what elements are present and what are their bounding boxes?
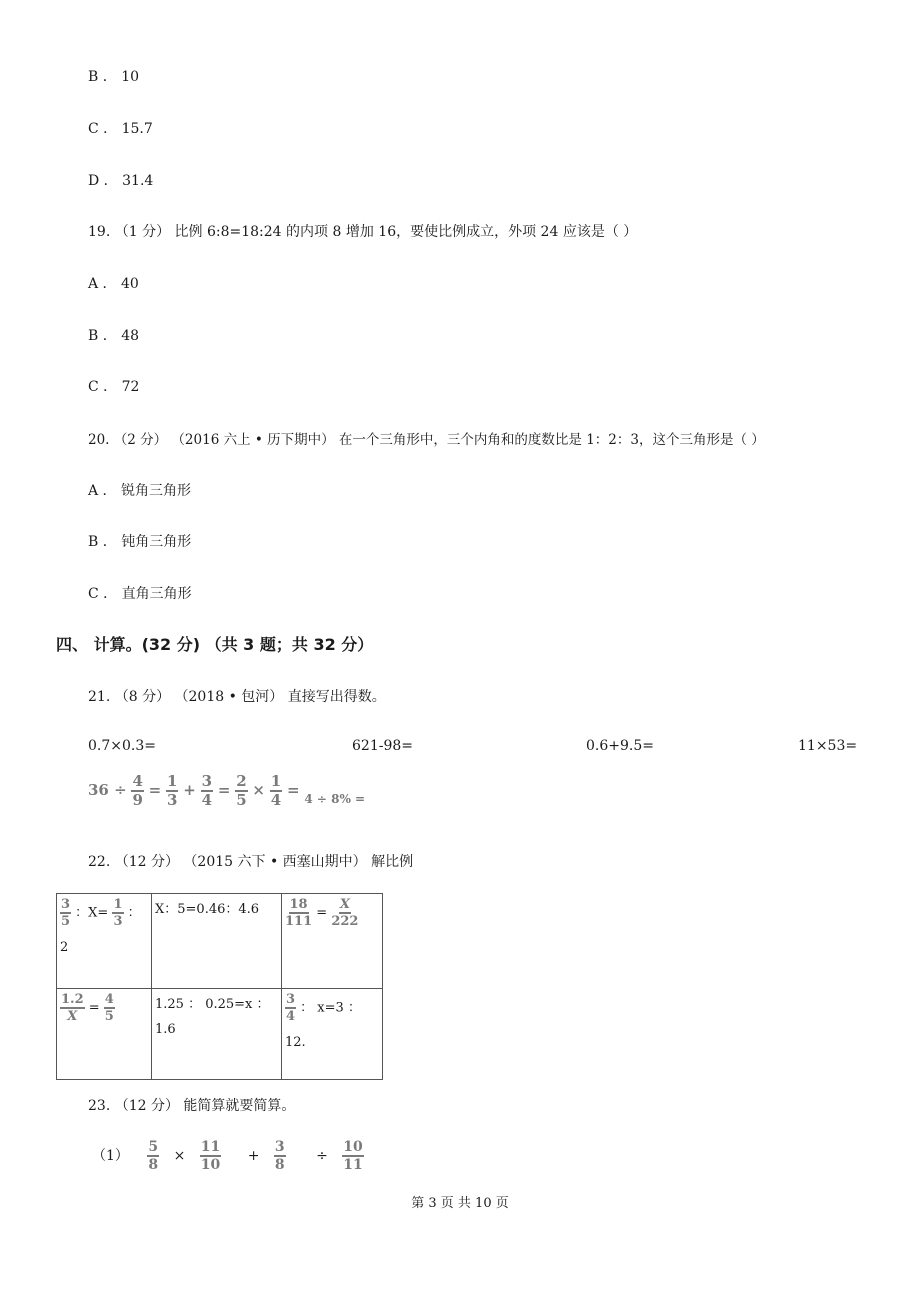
fraction: $\frac{1}{4}$ (270, 772, 282, 809)
q22-cell-1-mid: ：X= (71, 905, 113, 921)
q22-cell-5-line1: 1.25 ： 0.25=x ： (155, 997, 270, 1012)
plus-sign: + (247, 1148, 260, 1164)
q22-cell-6-mid: ： x=3 ： (296, 1000, 361, 1016)
option-q20-c: C ． 直角三角形 (88, 586, 192, 602)
fraction: $\frac{3}{8}$ (274, 1139, 285, 1173)
fraction: $\frac{18}{111}$ (285, 897, 313, 929)
question-22-stem: 22. （12 分） （2015 六下 • 西塞山期中） 解比例 (88, 854, 414, 870)
divide-sign: ÷ (316, 1148, 328, 1164)
fraction: $\frac{X}{222}$ (331, 897, 359, 929)
q21-part-1: 36 ÷ (88, 781, 127, 799)
fraction: $\frac{1}{3}$ (167, 772, 178, 809)
option-q19-a: A ． 40 (88, 276, 139, 292)
q22-proportion-table (56, 893, 383, 1080)
q23-part-1 (92, 1140, 364, 1172)
fraction: $\frac{1}{3}$ (113, 897, 123, 929)
fraction: $\frac{11}{10}$ (200, 1139, 221, 1173)
q22-cell-5 (152, 989, 282, 1080)
q21-part-6: = (286, 781, 300, 799)
fraction: $\frac{2}{5}$ (236, 772, 247, 809)
page-footer: 第 3 页 共 10 页 (411, 1196, 509, 1211)
q21-part-5: × (252, 781, 265, 799)
fraction: $\frac{10}{11}$ (343, 1139, 363, 1173)
fraction: $\frac{1.2}{X}$ (61, 992, 84, 1024)
q21-expr-3: 0.6+9.5= (586, 738, 654, 754)
q22-cell-2 (152, 894, 282, 989)
option-q20-b: B ． 钝角三角形 (88, 534, 192, 550)
option-q18-c: C ． 15.7 (88, 121, 153, 137)
q22-cell-5-line2: 1.6 (155, 1022, 176, 1037)
q21-part-4: = (217, 781, 231, 799)
fraction: $\frac{3}{5}$ (61, 897, 71, 929)
q21-expr-1: 0.7×0.3= (88, 738, 156, 754)
option-q18-b: B ． 10 (88, 69, 140, 85)
q22-cell-1 (57, 894, 152, 989)
q22-cell-6 (282, 989, 383, 1080)
q22-cell-6-wrap: 12. (285, 1035, 306, 1050)
section-4-heading: 四、 计算。(32 分) （共 3 题；共 32 分） (56, 635, 374, 654)
q21-expr-4: 11×53= (798, 738, 858, 754)
option-q18-d: D ． 31.4 (88, 173, 154, 189)
fraction: $\frac{5}{8}$ (148, 1139, 159, 1173)
option-q19-b: B ． 48 (88, 328, 140, 344)
q21-part-7: 4 ÷ 8% = (304, 792, 366, 806)
question-20-stem: 20. （2 分） （2016 六上 • 历下期中） 在一个三角形中，三个内角和的度数比是 1：2：3，这个三角形是（ ） (88, 432, 765, 448)
fraction: $\frac{3}{4}$ (201, 772, 213, 809)
option-q20-a: A ． 锐角三角形 (88, 483, 192, 499)
q22-cell-2-text: X：5=0.46：4.6 (155, 902, 260, 917)
q21-expr-2: 621-98= (352, 738, 413, 754)
q22-cell-4-mid: = (84, 1000, 104, 1016)
question-21-stem: 21. （8 分） （2018 • 包河） 直接写出得数。 (88, 689, 386, 705)
q22-cell-4 (57, 989, 152, 1080)
q21-fraction-row (88, 774, 365, 808)
q23-part-1-label: （1） (92, 1148, 129, 1164)
q22-cell-1-tail: ： (123, 905, 141, 921)
option-q19-c: C ． 72 (88, 379, 140, 395)
fraction: $\frac{4}{9}$ (132, 772, 143, 809)
q21-part-2: = (148, 781, 162, 799)
q22-cell-3 (282, 894, 383, 989)
question-23-stem: 23. （12 分） 能简算就要简算。 (88, 1098, 296, 1114)
question-19-stem: 19. （1 分） 比例 6:8=18:24 的内项 8 增加 16，要使比例成立，外项 24 应该是（ ） (88, 224, 638, 240)
q22-cell-1-wrap: 2 (60, 940, 69, 955)
q21-part-3: + (183, 781, 196, 799)
fraction: $\frac{3}{4}$ (286, 992, 296, 1024)
q22-cell-3-mid: = (312, 905, 332, 921)
fraction: $\frac{4}{5}$ (104, 992, 114, 1024)
multiply-sign: × (173, 1148, 186, 1164)
